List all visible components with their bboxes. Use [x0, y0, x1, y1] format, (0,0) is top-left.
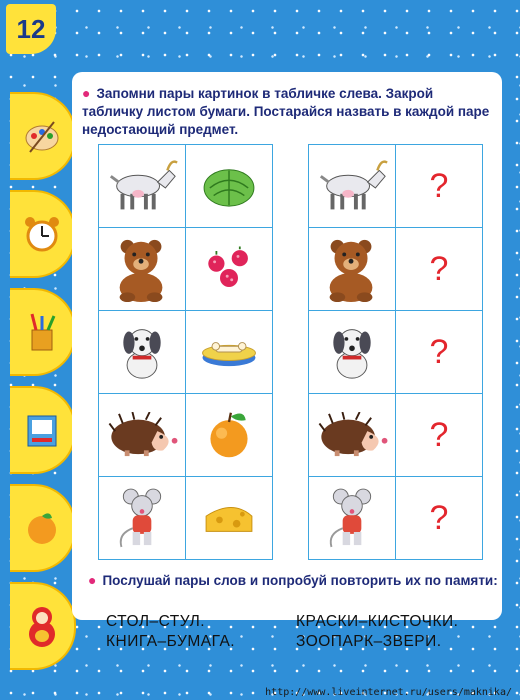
task-2-instruction — [88, 572, 500, 589]
footer-url: http://www.liveinternet.ru/users/maknika/ — [265, 687, 512, 698]
table-row — [309, 477, 483, 560]
alarm-clock-icon — [10, 190, 76, 278]
raspberries-icon — [186, 228, 273, 311]
book-icon — [10, 386, 76, 474]
word-pair: ЗООПАРК–ЗВЕРИ. — [296, 633, 442, 650]
task-1-instruction — [82, 84, 494, 139]
pencil-cup-icon — [10, 288, 76, 376]
bowl-with-bone-icon — [186, 311, 273, 394]
question-mark: ? — [396, 311, 483, 394]
table-row — [309, 311, 483, 394]
goat-icon — [309, 145, 396, 228]
table-row — [309, 145, 483, 228]
table-row — [309, 394, 483, 477]
table-row — [99, 228, 273, 311]
mouse-icon — [99, 477, 186, 560]
right-quiz-table — [308, 144, 483, 560]
hedgehog-icon — [309, 394, 396, 477]
question-mark: ? — [396, 145, 483, 228]
question-mark: ? — [396, 394, 483, 477]
hedgehog-icon — [99, 394, 186, 477]
table-row — [99, 394, 273, 477]
bear-icon — [99, 228, 186, 311]
puppy-icon — [99, 311, 186, 394]
page-number: 12 — [6, 4, 56, 54]
orange-icon — [10, 484, 76, 572]
mouse-icon — [309, 477, 396, 560]
cheese-icon — [186, 477, 273, 560]
left-pairs-table — [98, 144, 273, 560]
question-mark: ? — [396, 228, 483, 311]
question-mark: ? — [396, 477, 483, 560]
matryoshka-icon — [10, 582, 76, 670]
word-pair: СТОЛ–СТУЛ. — [106, 613, 206, 630]
cabbage-icon — [186, 145, 273, 228]
table-row — [99, 477, 273, 560]
bear-icon — [309, 228, 396, 311]
word-pair: КРАСКИ–КИСТОЧКИ. — [296, 613, 459, 630]
table-row — [99, 311, 273, 394]
bullet-icon: ● — [82, 85, 91, 101]
goat-icon — [99, 145, 186, 228]
apple-icon — [186, 394, 273, 477]
table-row — [99, 145, 273, 228]
puppy-icon — [309, 311, 396, 394]
bullet-icon: ● — [88, 572, 97, 588]
paint-palette-icon — [10, 92, 76, 180]
task-2-text: Послушай пары слов и попробуй повторить их по памяти: — [102, 573, 498, 588]
table-row — [309, 228, 483, 311]
word-pair: КНИГА–БУМАГА. — [106, 633, 236, 650]
sidebar-rail — [0, 72, 78, 692]
task-1-text: Запомни пары картинок в табличке слева. Закрой табличку листом бумаги. Постарайся назвать в каждой паре недостающий предмет. — [82, 86, 490, 137]
word-pairs-left — [106, 612, 235, 652]
word-pairs-right — [296, 612, 458, 652]
